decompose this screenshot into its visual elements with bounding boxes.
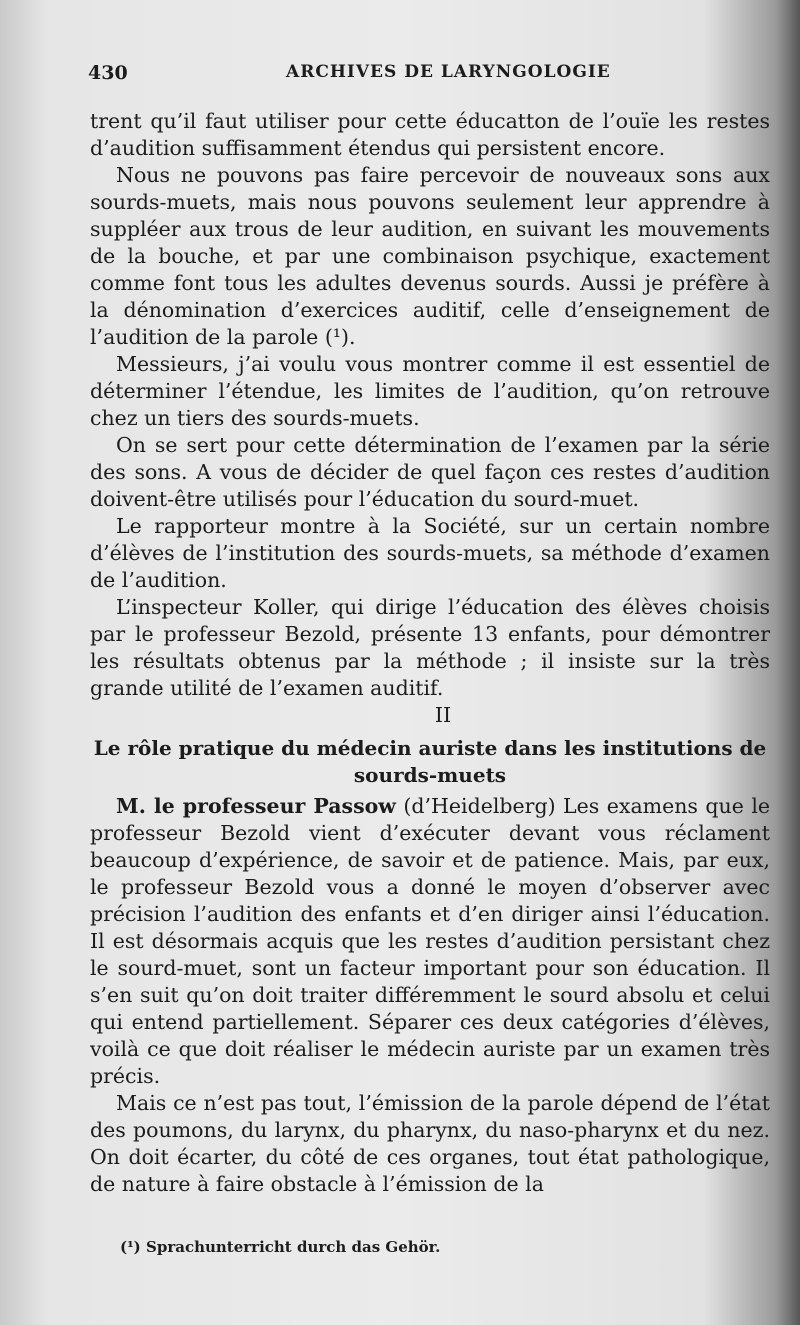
paragraph-text: Nous ne pouvons pas faire percevoir de nouveaux sons aux sourds-muets, mais nous pouvons seulement leur apprendre à suppléer aux trous de leur audition, en suivant les mouvements de la bouche, et par une combinaison psychique, exactement comme font tous les adultes devenus sourds. Aussi je préfère à la dénomination d’exercices auditif, celle d’enseignement de l’audition de la parole — [90, 163, 770, 349]
journal-title: ARCHIVES DE LARYNGOLOGIE — [286, 62, 611, 82]
paragraph: Le rapporteur montre à la Société, sur un certain nombre d’élèves de l’institution des sourds-muets, sa méthode d’examen de l’audition. — [90, 514, 770, 592]
running-head — [88, 62, 760, 92]
footnote-reference: (¹). — [324, 325, 356, 349]
paragraph: Mais ce n’est pas tout, l’émission de la parole dépend de l’état des poumons, du larynx, du pharynx, du naso-pharynx et du nez. On doit écarter, du côté de ces organes, tout état pathologique, de nature à faire obstacle à l’émission de la — [90, 1091, 770, 1196]
paragraph: On se sert pour cette détermination de l’examen par la série des sons. A vous de décider de quel façon ces restes d’audition doivent-être utilisés pour l’éducation du sourd-muet. — [90, 433, 770, 511]
footnote-text: Sprachunterricht durch das Gehör. — [146, 1238, 441, 1256]
speaker-name: M. le professeur Passow — [116, 794, 396, 818]
footnote-mark: (¹) — [120, 1238, 141, 1256]
paragraph: trent qu’il faut utiliser pour cette éducatton de l’ouïe les restes d’audition suffisamment étendus qui persistent encore. — [90, 109, 770, 160]
section-title: Le rôle pratique du médecin auriste dans les institutions de sourds-muets — [93, 736, 767, 787]
paragraph: Messieurs, j’ai voulu vous montrer comme il est essentiel de déterminer l’étendue, les limites de l’audition, qu’on retrouve chez un tiers des sourds-muets. — [90, 352, 770, 430]
body-text — [90, 108, 770, 1198]
footnote — [120, 1238, 440, 1256]
page-number: 430 — [88, 62, 128, 84]
paragraph: L’inspecteur Koller, qui dirige l’éducation des élèves choisis par le professeur Bezold, présente 13 enfants, pour démontrer les résultats obtenus par la méthode ; il insiste sur la très grande utilité de l’examen auditif. — [90, 595, 770, 700]
paragraph — [90, 162, 770, 351]
section-number: II — [434, 703, 452, 727]
paragraph-text: (d’Heidelberg) Les examens que le professeur Bezold vient d’exécuter devant vous réclament beaucoup d’expérience, de savoir et de patience. Mais, par eux, le professeur Bezold vous a donné le moyen d’observer avec précision l’audition des enfants et d’en diriger ainsi l’éducation. Il est désormais acquis que les restes d’audition persistant chez le sourd-muet, sont un facteur important pour son éducation. Il s’en suit qu’on doit traiter différemment le sourd absolu et celui qui entend partiellement. Séparer ces deux catégories d’élèves, voilà ce que doit réaliser le médecin auriste par un examen très précis. — [90, 794, 771, 1088]
paragraph — [90, 793, 770, 1090]
